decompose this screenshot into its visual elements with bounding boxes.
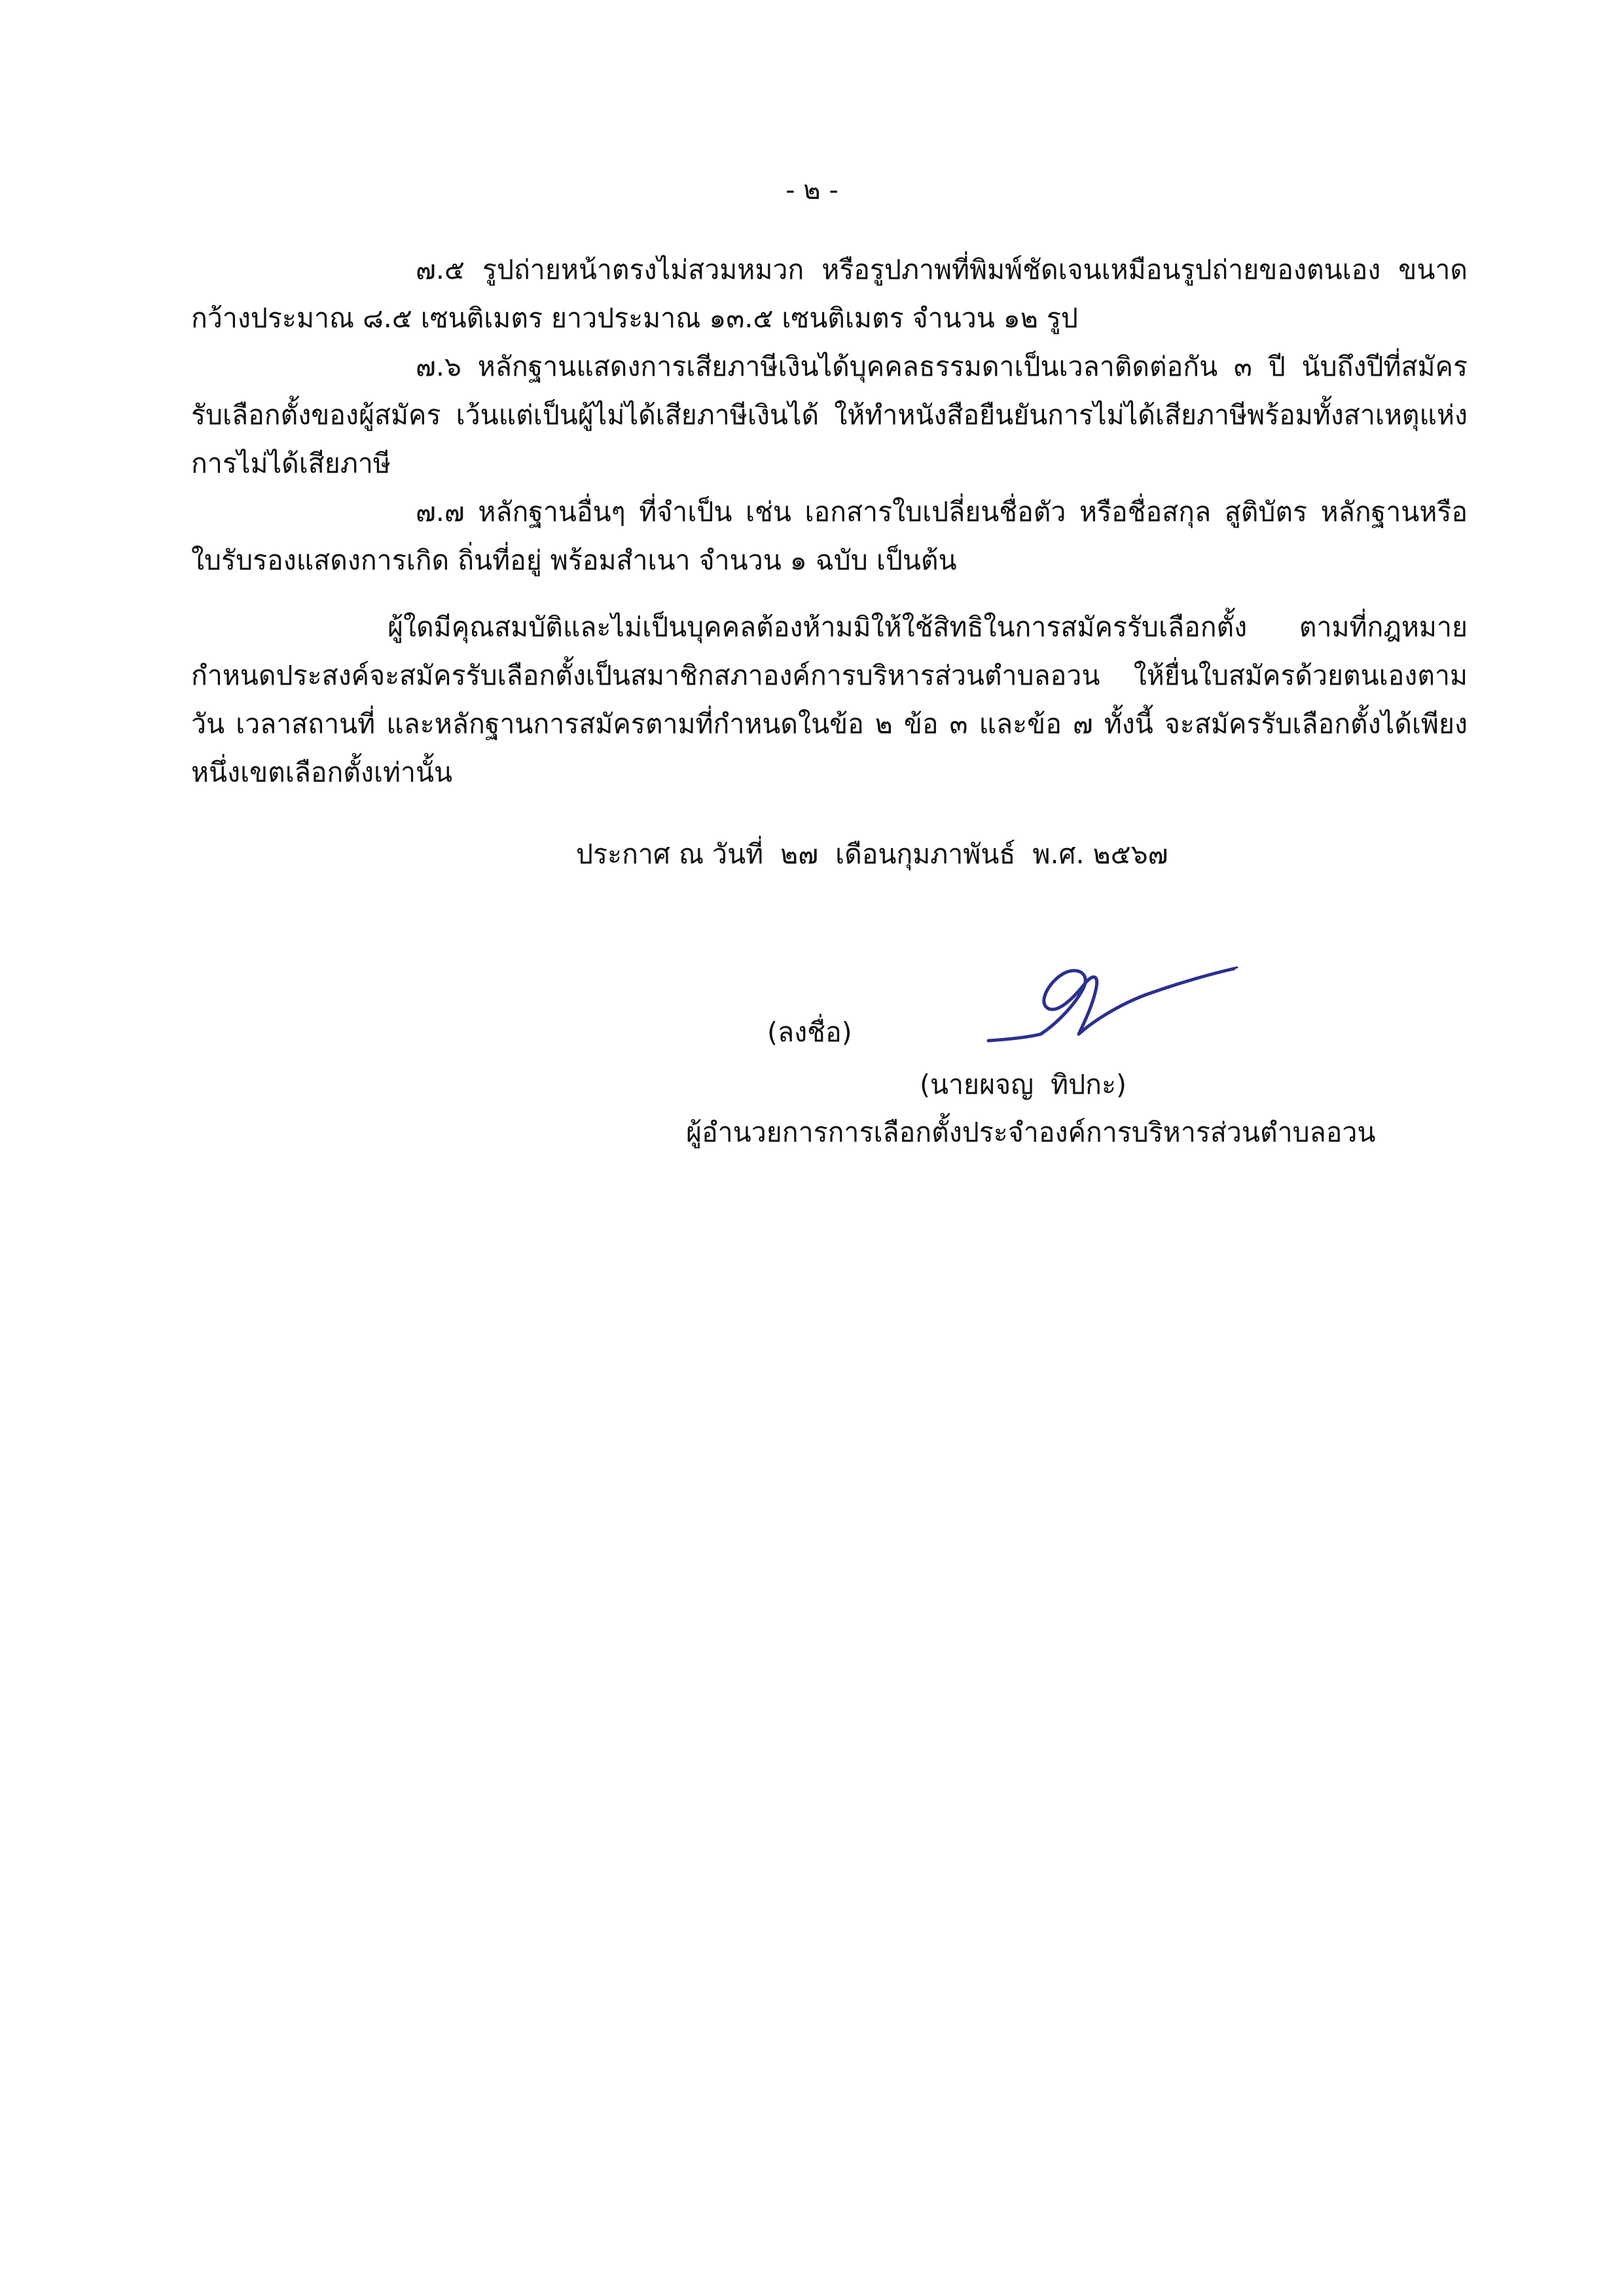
eligibility-paragraph: ผู้ใดมีคุณสมบัติและไม่เป็นบุคคลต้องห้ามมิให้ใช้สิทธิในการสมัครรับเลือกตั้ง ตามที่กฎหมายกำหนดประสงค์จะสมัครรับเลือกตั้งเป็นสมาชิกสภาองค์การบริหารส่วนตำบลอวน ให้ยื่นใบสมัครด้วยตนเองตามวัน เวลาสถานที่ และหลักฐานการสมัครตามที่กำหนดในข้อ ๒ ข้อ ๓ และข้อ ๗ ทั้งนี้ จะสมัครรับเลือกตั้งได้เพียงหนึ่งเขตเลือกตั้งเท่านั้น bbox=[191, 611, 1468, 788]
signer-name: (นายผจญ ทิปกะ) bbox=[920, 1069, 1127, 1100]
signature-label: (ลงชื่อ) bbox=[767, 1016, 852, 1048]
document-body bbox=[191, 245, 1468, 797]
page-number: - ๒ - bbox=[785, 175, 839, 206]
signer-position: ผู้อำนวยการการเลือกตั้งประจำองค์การบริหารส่วนตำบลอวน bbox=[686, 1117, 1376, 1148]
handwritten-signature bbox=[969, 942, 1244, 1054]
item-7-7-paragraph: ๗.๗ หลักฐานอื่นๆ ที่จำเป็น เช่น เอกสารใบเปลี่ยนชื่อตัว หรือชื่อสกุล สูติบัตร หลักฐานหรือใบรับรองแสดงการเกิด ถิ่นที่อยู่ พร้อมสำเนา จำนวน ๑ ฉบับ เป็นต้น bbox=[191, 496, 1468, 576]
announcement-date: ประกาศ ณ วันที่ ๒๗ เดือนกุมภาพันธ์ พ.ศ. ๒๕๖๗ bbox=[576, 838, 1168, 870]
item-7-5-paragraph: ๗.๕ รูปถ่ายหน้าตรงไม่สวมหมวก หรือรูปภาพที่พิมพ์ชัดเจนเหมือนรูปถ่ายของตนเอง ขนาดกว้างประมาณ ๘.๕ เซนติเมตร ยาวประมาณ ๑๓.๕ เซนติเมตร จำนวน ๑๒ รูป bbox=[191, 254, 1468, 334]
item-7-6-paragraph: ๗.๖ หลักฐานแสดงการเสียภาษีเงินได้บุคคลธรรมดาเป็นเวลาติดต่อกัน ๓ ปี นับถึงปีที่สมัครรับเลือกตั้งของผู้สมัคร เว้นแต่เป็นผู้ไม่ได้เสียภาษีเงินได้ ให้ทำหนังสือยืนยันการไม่ได้เสียภาษีพร้อมทั้งสาเหตุแห่งการไม่ได้เสียภาษี bbox=[191, 351, 1468, 479]
